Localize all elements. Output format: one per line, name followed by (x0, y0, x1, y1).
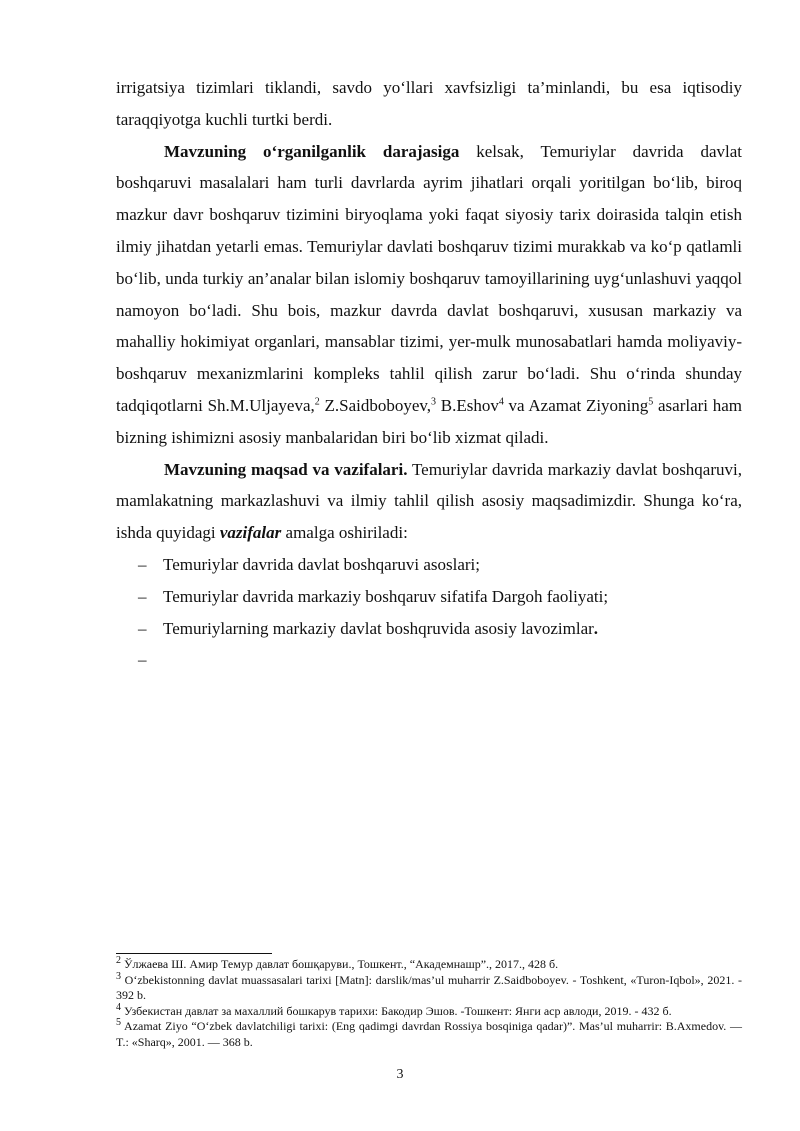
footnote (116, 1001, 742, 1020)
tasks-list (116, 549, 742, 676)
paragraph-aims (116, 454, 742, 549)
dash-bullet: – (138, 618, 147, 638)
footnote-number: 5 (116, 1017, 121, 1029)
page-number: 3 (396, 1067, 404, 1082)
footnote-ref[interactable]: 2 (314, 396, 320, 408)
list-item-text: Temuriylar davrida davlat boshqaruvi asoslari; (163, 554, 480, 574)
footnote-number: 3 (116, 970, 121, 982)
paragraph-lead-bold: Mavzuning o‘rganilganlik darajasiga (164, 141, 460, 161)
footnote-number: 4 (116, 1001, 121, 1013)
paragraph-continuation: irrigatsiya tizimlari tiklandi, savdo yo‘llari xavfsizligi ta’minlandi, bu esa iqtisodiy taraqqiyotga kuchli turtki berdi. (116, 78, 742, 129)
list-item (116, 613, 742, 645)
list-item-empty (116, 644, 742, 676)
paragraph-text: B.Eshov (436, 395, 499, 415)
paragraph-text: asarlari ham bizning ishimizni asosiy manbalaridan biri bo‘lib xizmat qiladi. (116, 395, 742, 447)
footnote-separator (116, 953, 272, 954)
list-item-period: . (593, 618, 599, 638)
footnote-text: Узбекистан давлат за махаллий бошкарув тарихи: Бакодир Эшов. -Тошкент: Янги аср авлоди, 2019. - 432 б. (121, 1003, 672, 1018)
footnote-text: Ўлжаева Ш. Амир Темур давлат бошқаруви., Тошкент., “Академнашр”., 2017., 428 б. (121, 957, 559, 971)
paragraph-text: Z.Saidboboyev, (319, 395, 432, 415)
dash-bullet: – (138, 554, 147, 574)
footnote-ref[interactable]: 3 (431, 396, 437, 408)
paragraph-text: Temuriylar davrida markaziy davlat boshqaruvi, mamlakatning markazlashuvi va ilmiy tahlil qilish asosiy maqsadimizdir. Shunga ko‘ra, ishda quyidagi (116, 459, 742, 543)
footnote-number: 2 (116, 955, 121, 966)
paragraph-lead-bold: Mavzuning maqsad va vazifalari. (164, 459, 408, 479)
paragraph-emphasis: vazifalar (219, 523, 282, 543)
body-text (116, 72, 742, 676)
footnote (116, 1019, 742, 1050)
paragraph-text: amalga oshiriladi: (281, 523, 408, 543)
paragraph-text: kelsak, Temuriylar davrida davlat boshqaruvi masalalari ham turli davrlarda ayrim jihatlari orqali yoritilgan bo‘lib, biroq mazkur davr boshqaruv tizimini biryoqlama yoki faqat siyosiy tarix doirasida talqin etish ilmiy jihatdan yetarli emas. Temuriylar davlati boshqaruv tizimi murakkab va ko‘p qatlamli bo‘lib, unda turkiy an’analar bilan islomiy boshqaruv tamoyillarining uyg‘unlashuvi yaqqol namoyon bo‘ladi. Shu bois, mazkur davrda davlat boshqaruvi, xususan markaziy va mahalliy hokimiyat organlari, mansablar tizimi, yer-mulk munosabatlari hamda moliyaviy-boshqaruv mexanizmlarini kompleks tahlil qilish zarur bo‘ladi. Shu o‘rinda shunday tadqiqotlarni Sh.M.Uljayeva, (116, 141, 742, 415)
footnote-text: Azamat Ziyo “O‘zbek davlatchiligi tarixi: (Eng qadimgi davrdan Rossiya bosqiniga qadar)”. Mas’ul muharrir: B.Axmedov. — T.: «Sharq», 2001. — 368 b. (116, 1019, 742, 1049)
paragraph-text: va Azamat Ziyoning (503, 395, 649, 415)
dash-bullet: – (138, 650, 147, 670)
list-item-text: Temuriylarning markaziy davlat boshqruvida asosiy lavozimlar (163, 618, 594, 638)
footnote-ref[interactable]: 4 (498, 396, 504, 408)
list-item-text: Temuriylar davrida markaziy boshqaruv sifatifa Dargoh faoliyati; (163, 586, 609, 606)
list-item (116, 549, 742, 581)
footnote-ref[interactable]: 5 (648, 396, 654, 408)
footnote-text: O‘zbekistonning davlat muassasalari tarixi [Matn]: darslik/mas’ul muharrir Z.Saidboboyev. - Toshkent, «Turon-Iqbol», 2021. - 392 b. (116, 972, 742, 1003)
dash-bullet: – (138, 586, 147, 606)
footnotes (116, 957, 742, 1051)
paragraph-literature-review (116, 136, 742, 454)
footnote (116, 970, 742, 1004)
footnote (116, 957, 742, 973)
list-item (116, 581, 742, 613)
